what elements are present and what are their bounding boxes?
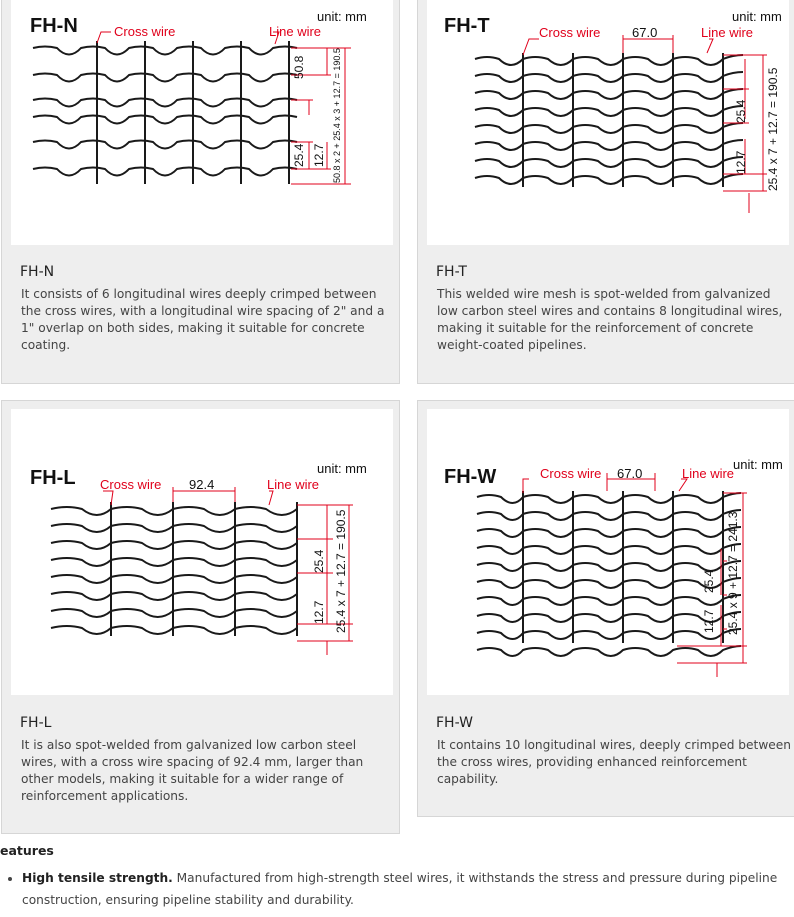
mesh-diagram-fh-w bbox=[427, 409, 789, 695]
product-card-fh-w bbox=[417, 400, 794, 817]
dim-b-label: 12.7 bbox=[702, 609, 716, 633]
features-heading: eatures bbox=[0, 843, 54, 858]
line-wire-label: Line wire bbox=[701, 25, 754, 40]
line-wires bbox=[475, 55, 743, 184]
cross-wire-label: Cross wire bbox=[540, 466, 602, 481]
feature-item bbox=[22, 867, 794, 911]
features-list bbox=[4, 867, 794, 911]
cross-wire-label: Cross wire bbox=[100, 477, 162, 492]
product-card-fh-t bbox=[417, 0, 794, 384]
diagram-model-label: FH-N bbox=[30, 15, 78, 37]
card-title: FH-T bbox=[436, 264, 467, 280]
diagram-fh-w bbox=[427, 409, 789, 695]
feature-text: Manufactured from high-strength steel wires, it withstands the stress and pressure during pipeline construction, ensuring pipeline stability and durability. bbox=[22, 871, 778, 907]
line-wire-label: Line wire bbox=[267, 477, 320, 492]
cross-wires bbox=[111, 502, 297, 636]
line-wire-label: Line wire bbox=[269, 24, 322, 39]
cross-wire-label: Cross wire bbox=[114, 24, 176, 39]
dim-a-label: 25.4 bbox=[734, 99, 748, 123]
card-description: It consists of 6 longitudinal wires deeply crimped between the cross wires, with a longitudinal wire spacing of 2" and a 1" overlap on both sides, making it suitable for concrete coating. bbox=[21, 287, 385, 352]
dim-b-label: 12.7 bbox=[312, 600, 326, 624]
dim-overlap-a-label: 25.4 bbox=[292, 143, 306, 167]
diagram-unit-label: unit: mm bbox=[733, 457, 783, 472]
mesh-diagram-fh-n bbox=[11, 0, 393, 245]
spacing-label: 92.4 bbox=[189, 477, 215, 492]
dim-total-label: 25.4 x 7 + 12.7 = 190.5 bbox=[766, 67, 780, 191]
diagram-unit-label: unit: mm bbox=[732, 9, 782, 24]
cross-wires bbox=[97, 41, 289, 184]
dim-a-label: 25.4 bbox=[312, 549, 326, 573]
cross-wires bbox=[523, 53, 723, 187]
product-card-fh-n bbox=[1, 0, 400, 384]
dim-total-label: 25.4 x 9 + 12.7 = 241.3 bbox=[726, 511, 740, 635]
dim-overlap-b-label: 12.7 bbox=[312, 143, 326, 167]
diagram-fh-n bbox=[11, 0, 393, 245]
card-description: This welded wire mesh is spot-welded from galvanized low carbon steel wires and contains 8 longitudinal wires, making it suitable for the reinforcement of concrete weight-coated pipelines. bbox=[437, 287, 783, 352]
diagram-fh-t bbox=[427, 0, 789, 245]
dim-b-label: 12.7 bbox=[734, 150, 748, 174]
spacing-label: 67.0 bbox=[632, 25, 658, 40]
diagram-unit-label: unit: mm bbox=[317, 461, 367, 476]
dim-total-label: 50.8 x 2 + 25.4 x 3 + 12.7 = 190.5 bbox=[332, 48, 342, 183]
diagram-unit-label: unit: mm bbox=[317, 9, 367, 24]
card-description: It contains 10 longitudinal wires, deeply crimped between the cross wires, providing enhanced reinforcement capability. bbox=[437, 738, 792, 786]
diagram-model-label: FH-L bbox=[30, 467, 76, 489]
line-wire-label: Line wire bbox=[682, 466, 735, 481]
mesh-diagram-fh-t bbox=[427, 0, 789, 245]
diagram-model-label: FH-T bbox=[444, 15, 490, 37]
feature-title: High tensile strength. bbox=[22, 871, 173, 885]
card-title: FH-W bbox=[436, 715, 473, 731]
spacing-label: 67.0 bbox=[617, 466, 643, 481]
cross-wire-label: Cross wire bbox=[539, 25, 601, 40]
card-title: FH-L bbox=[20, 715, 52, 731]
dim-total-label: 25.4 x 7 + 12.7 = 190.5 bbox=[334, 509, 348, 633]
card-description: It is also spot-welded from galvanized low carbon steel wires, with a cross wire spacing of 92.4 mm, larger than other models, making it suitable for a wider range of reinforcement applications. bbox=[21, 738, 364, 803]
card-title: FH-N bbox=[20, 264, 55, 280]
line-wires bbox=[33, 47, 297, 176]
dim-large-label: 50.8 bbox=[292, 55, 306, 79]
product-card-fh-l bbox=[1, 400, 400, 834]
diagram-model-label: FH-W bbox=[444, 466, 497, 488]
dim-a-label: 25.4 bbox=[702, 569, 716, 593]
mesh-diagram-fh-l bbox=[11, 409, 393, 695]
diagram-fh-l bbox=[11, 409, 393, 695]
